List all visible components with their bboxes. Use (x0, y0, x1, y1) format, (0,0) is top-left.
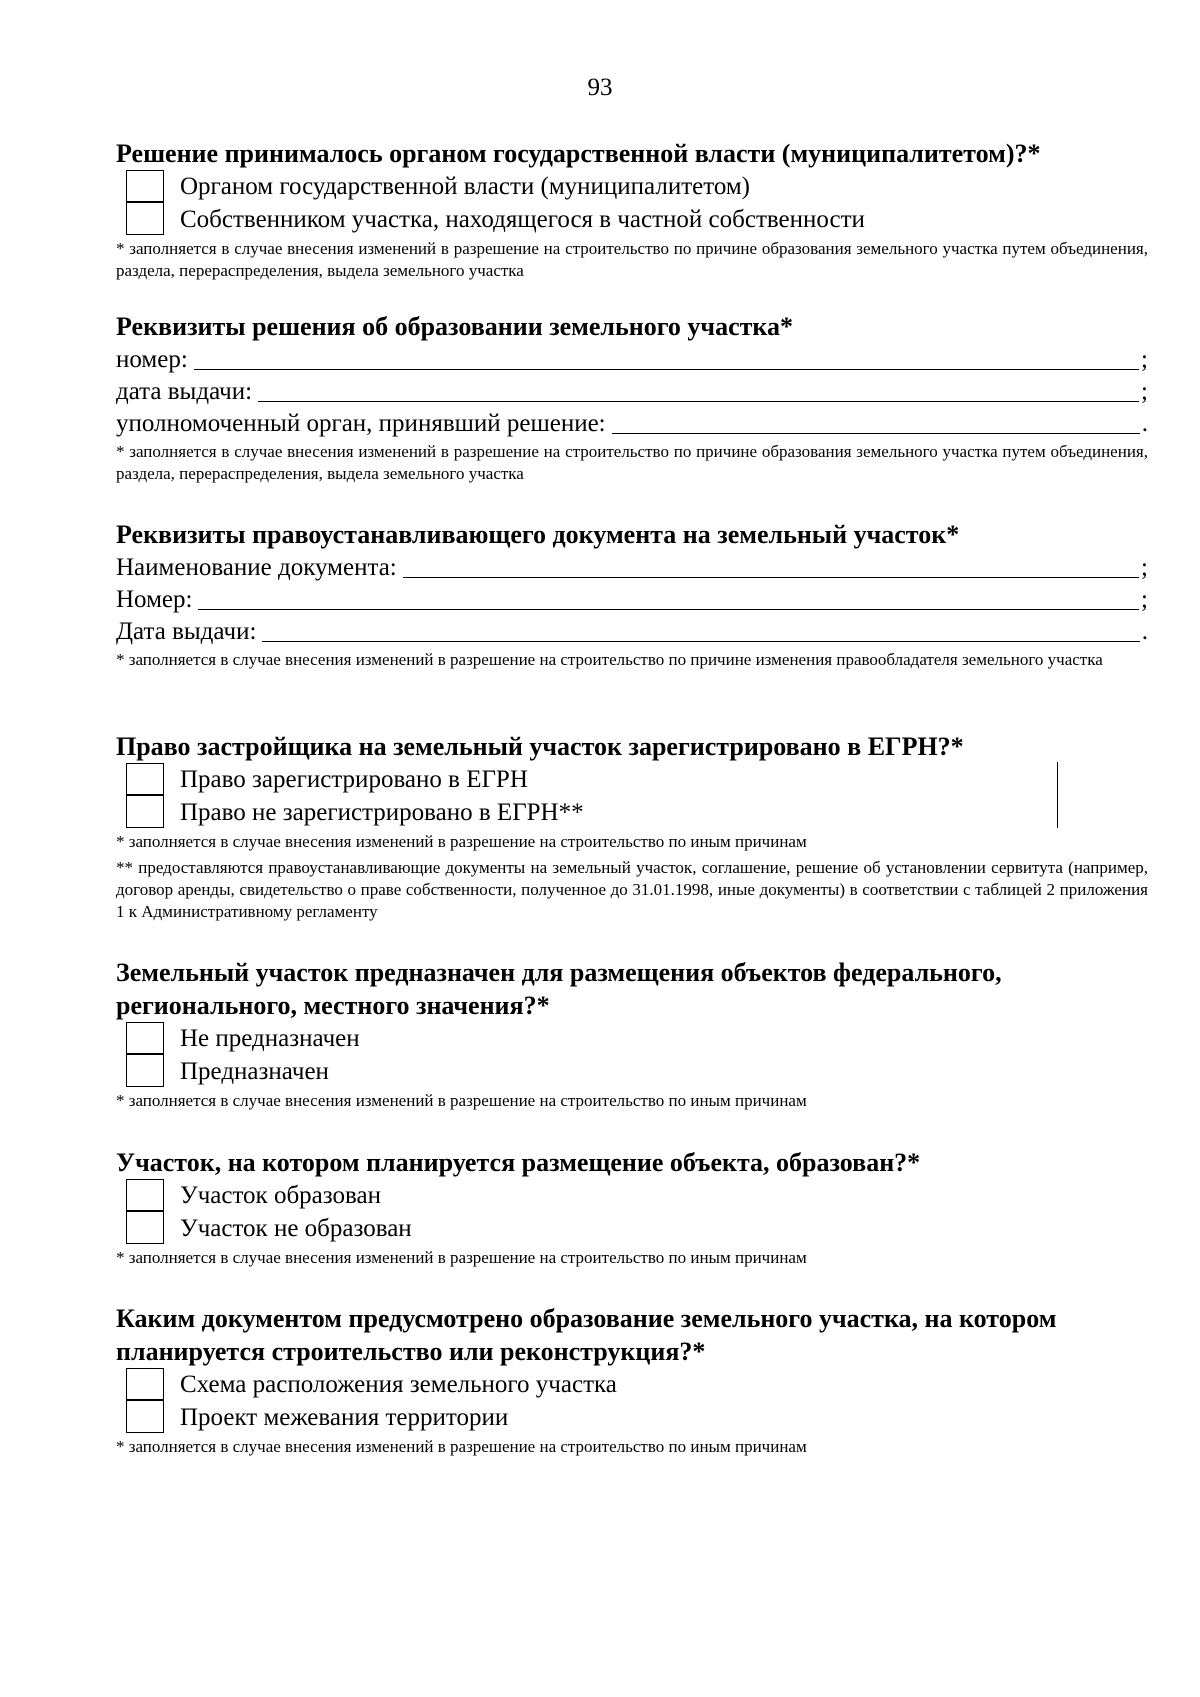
field-terminator: ; (1141, 554, 1148, 581)
number-input-line[interactable] (194, 345, 1139, 370)
checkbox[interactable] (126, 202, 164, 235)
section-plot-formed (116, 1146, 1148, 1269)
checkbox[interactable] (126, 1054, 164, 1087)
option-row (116, 796, 1148, 829)
checkbox[interactable] (126, 1400, 164, 1433)
checkbox[interactable] (126, 170, 164, 202)
checkbox[interactable] (126, 1022, 164, 1054)
footnote: * заполняется в случае внесения изменений в разрешение на строительство по причине образования земельного участка путем объединения, раздела, перераспределения, выдела земельного участка (116, 442, 1148, 483)
field-label: уполномоченный орган, принявший решение: (116, 410, 606, 437)
option-label: Предназначен (180, 1058, 329, 1085)
option-label: Органом государственной власти (муниципалитетом) (180, 173, 750, 200)
option-label: Право зарегистрировано в ЕГРН (180, 766, 528, 793)
checkbox[interactable] (126, 795, 164, 828)
option-row (116, 763, 1148, 796)
issue-date-field (116, 375, 1148, 407)
footnote: * заполняется в случае внесения изменений в разрешение на строительство по иным причинам (116, 1248, 807, 1267)
field-terminator: ; (1141, 346, 1148, 373)
field-terminator: ; (1141, 586, 1148, 613)
field-terminator: . (1141, 410, 1148, 437)
number-field (116, 343, 1148, 375)
page-number: 93 (587, 74, 613, 101)
option-label: Схема расположения земельного участка (180, 1371, 617, 1398)
field-terminator: . (1141, 618, 1148, 645)
option-row (116, 1401, 1148, 1434)
footnote: * заполняется в случае внесения изменений в разрешение на строительство по причине изменения правообладателя земельного участка (116, 650, 1103, 669)
checkbox[interactable] (126, 1211, 164, 1244)
option-row (116, 1368, 1148, 1401)
section-heading: Участок, на котором планируется размещение объекта, образован?* (116, 1148, 921, 1177)
footnote-secondary: ** предоставляются правоустанавливающие документы на земельный участок, соглашение, решение об установлении сервитута (например, договор аренды, свидетельство о праве собственности, полученное до 31.01.1998, иные документы) в соответствии с таблицей 2 приложения 1 к Административному регламенту (116, 858, 1148, 921)
section-decision-authority (116, 137, 1148, 282)
footnote: * заполняется в случае внесения изменений в разрешение на строительство по иным причинам (116, 832, 807, 851)
field-label: номер: (116, 346, 188, 373)
section-heading: Решение принималось органом государственной власти (муниципалитетом)?* (116, 139, 1041, 168)
authority-input-line[interactable] (612, 409, 1140, 434)
option-row (116, 1212, 1148, 1245)
footnote: * заполняется в случае внесения изменений в разрешение на строительство по иным причинам (116, 1091, 807, 1110)
option-label: Право не зарегистрировано в ЕГРН** (180, 799, 584, 826)
section-heading: Реквизиты решения об образовании земельного участка* (116, 312, 793, 341)
option-label: Участок не образован (180, 1215, 412, 1242)
document-number-field (116, 583, 1148, 615)
section-federal-purpose (116, 956, 1148, 1112)
option-label: Проект межевания территории (180, 1404, 509, 1431)
field-label: дата выдачи: (116, 378, 253, 405)
checkbox[interactable] (126, 1179, 164, 1211)
option-label: Собственником участка, находящегося в частной собственности (180, 206, 865, 233)
footnote: * заполняется в случае внесения изменений в разрешение на строительство по иным причинам (116, 1437, 807, 1456)
section-heading: Каким документом предусмотрено образование земельного участка, на котором планируется строительство или реконструкция?* (116, 1304, 1057, 1366)
section-heading: Реквизиты правоустанавливающего документа на земельный участок* (116, 520, 960, 549)
field-label: Дата выдачи: (116, 618, 257, 645)
section-title-document (116, 518, 1148, 671)
section-egrn-registration (116, 730, 1148, 923)
option-row (116, 1179, 1148, 1212)
document-date-field (116, 615, 1148, 647)
option-label: Не предназначен (180, 1025, 360, 1052)
field-terminator: ; (1141, 378, 1148, 405)
checkbox[interactable] (126, 763, 164, 795)
footnote: * заполняется в случае внесения изменений в разрешение на строительство по причине образования земельного участка путем объединения, раздела, перераспределения, выдела земельного участка (116, 239, 1148, 280)
authority-field (116, 407, 1148, 439)
document-date-input-line[interactable] (262, 617, 1139, 642)
section-decision-details (116, 310, 1148, 485)
field-label: Наименование документа: (116, 554, 397, 581)
option-row (116, 1055, 1148, 1088)
document-name-field (116, 551, 1148, 583)
document-number-input-line[interactable] (198, 585, 1139, 610)
option-row (116, 170, 1148, 203)
option-row (116, 203, 1148, 236)
option-label: Участок образован (180, 1182, 381, 1209)
option-row (116, 1022, 1148, 1055)
field-label: Номер: (116, 586, 193, 613)
section-formation-document (116, 1302, 1148, 1458)
section-heading: Право застройщика на земельный участок зарегистрировано в ЕГРН?* (116, 732, 964, 761)
section-heading: Земельный участок предназначен для размещения объектов федерального, регионального, местного значения?* (116, 958, 1002, 1020)
vertical-rule (1057, 762, 1058, 828)
issue-date-input-line[interactable] (258, 377, 1139, 402)
document-name-input-line[interactable] (403, 553, 1139, 578)
checkbox[interactable] (126, 1368, 164, 1400)
